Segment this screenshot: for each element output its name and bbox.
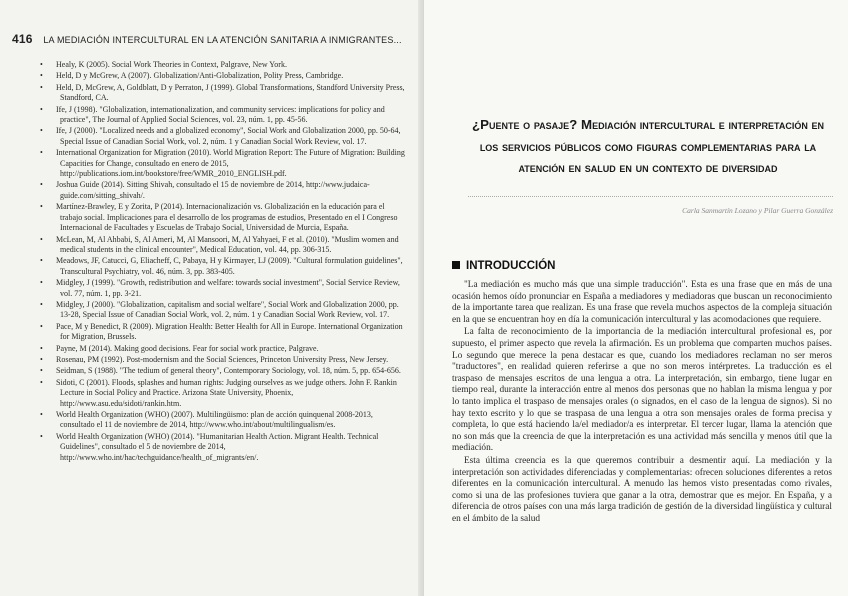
- references-list: [40, 60, 405, 464]
- reference-item: • Ife, J (2000). "Localized needs and a globalized economy", Social Work and Globalization 2000, pp. 50-64, Special Issue of Canadian Social Work, vol. 2, núm. 1 y Canadian Social Work Review, vol. 17.: [40, 126, 401, 146]
- reference-item: • McLean, M, Al Ahbabi, S, Al Ameri, M, Al Mansoori, M, Al Yahyaei, F et al. (2010). "Muslim women and medical students in the clinical encounter", Medical Education, vol. 44, pp. 306-315.: [40, 234, 399, 254]
- article-title: ¿Puente o pasaje? Mediación intercultural e interpretación en los servicios públicos como figuras complementarias para la atención en salud en un contexto de diversidad: [471, 117, 825, 175]
- dotted-rule: [468, 196, 833, 198]
- running-header: [12, 32, 402, 46]
- reference-item: • Martínez-Brawley, E y Zorita, P (2014). Internacionalización vs. Globalización en la educación para el trabajo social. Implicaciones para el desarrollo de los programas de estudios, Presentado en el I Congreso Internacional de Facultades y Escuelas de Trabajo Social, Universidad de Murcia, España.: [40, 202, 398, 233]
- right-page: [424, 0, 848, 596]
- reference-item: • Ife, J (1998). "Globalization, internationalization, and community services: implications for policy and practice", The Journal of Applied Social Sciences, vol. 23, núm. 1, pp. 45-56.: [40, 104, 385, 125]
- page-number: 416: [12, 32, 33, 46]
- reference-item: • Sidoti, C (2001). Floods, splashes and human rights: Judging ourselves as we judge others. John F. Rankin Lecture in Social Policy and Practice. Arizona State University, Phoenix, http://www.asu.edu/sidoti/rankin.htm.: [40, 377, 397, 408]
- reference-item: • Pace, M y Benedict, R (2009). Migration Health: Better Health for All in Europe. International Organization for Migration, Brussels.: [40, 321, 403, 342]
- body-paragraph: Esta última creencia es la que queremos contribuir a desmentir aquí. La mediación y la interpretación son actividades diferenciadas y complementarias: ofrecen soluciones diferentes a retos diferentes en la comunicación intercultural. A menudo las hemos visto presentadas como rivales, como si una de las profesiones tuviera que ganar a la otra, demostrar que es mejor. En España, y a diferencia de otros países con una más larga tradición de gestión de la diversidad lingüística y cultural en el ámbito de la salud: [452, 455, 832, 524]
- reference-item: • Rosenau, PM (1992). Post-modernism and the Social Sciences, Princeton University Press, New Jersey.: [40, 354, 389, 364]
- reference-item: • Payne, M (2014). Making good decisions. Fear for social work practice, Palgrave.: [40, 343, 319, 353]
- reference-item: • Meadows, JF, Catucci, G, Eliacheff, C, Pabaya, H y Kirmayer, LJ (2009). "Cultural formulation guidelines", Transcultural Psychiatry, vol. 46, núm. 3, pp. 383-405.: [40, 256, 403, 276]
- reference-item: • Healy, K (2005). Social Work Theories in Context, Palgrave, New York.: [40, 60, 287, 69]
- reference-item: • Held, D, McGrew, A, Goldblatt, D y Perraton, J (1999). Global Transformations, Standford University Press, Standford, CA.: [40, 82, 405, 103]
- reference-item: • International Organization for Migration (2010). World Migration Report: The Future of Migration: Building Capacities for Change, consultado en enero de 2015, http://publications.iom.int/bookstore/free/WMR_2010_ENGLISH.pdf.: [40, 148, 405, 179]
- section-heading: INTRODUCCIÓN: [452, 260, 555, 272]
- body-paragraph: "La mediación es mucho más que una simple traducción". Esta es una frase que en más de una ocasión hemos oído pronunciar en España a mediadores y mediadoras que buscan un reconocimiento de la importante tarea que realizan. Es una frase que revela muchos aspectos de la compleja situación en la que se encuentran hoy en día la comunicación intercultural y las acomodaciones que requiere.: [452, 280, 832, 325]
- running-title: LA MEDIACIÓN INTERCULTURAL EN LA ATENCIÓN SANITARIA A INMIGRANTES...: [43, 35, 402, 45]
- body-paragraph: La falta de reconocimiento de la importancia de la mediación intercultural profesional es, por supuesto, el primer aspecto que revela la afirmación. Es un problema que comparten muchos países. Lo segundo que merece la pena destacar es que, cuando los mediadores reclaman no ser meros "traductores", en realidad quieren referirse a que no son meros intérpretes. La traducción es el traspaso de mensajes escritos de una lengua a otra. La interpretación, sin embargo, tiene lugar en tiempo real, durante la interacción entre al menos dos personas que no hablan la misma lengua y por lo tanto implica el traspaso de mensajes orales (o signados, en el caso de la lengua de signos). Si no hay texto escrito y lo que se traspasa de una lengua a otra son mensajes orales de forma precisa y completa, lo que está haciendo la/el mediador/a es interpretar. El tercer lugar, llama la atención que no son más que la creencia de que la interpretación es una actividad más sencilla y menos útil que la mediación.: [452, 327, 832, 454]
- article-authors: Carla Sanmartín Lozano y Pilar Guerra González: [682, 206, 833, 215]
- reference-item: • World Health Organization (WHO) (2007). Multilingüismo: plan de acción quinquenal 2008-2013, consultado el 11 de noviembre de 2014, http://www.who.int/about/multilingualism/es.: [40, 410, 373, 430]
- reference-item: • Held, D y McGrew, A (2007). Globalization/Anti-Globalization, Polity Press, Cambridge.: [40, 71, 344, 81]
- article-body: [452, 280, 832, 526]
- reference-item: • Joshua Guide (2014). Sitting Shivah, consultado el 15 de noviembre de 2014, http://www.judaica-guide.com/sitting_shivah/.: [40, 180, 370, 200]
- reference-item: • World Health Organization (WHO) (2014). "Humanitarian Health Action. Migrant Health. Technical Guidelines", consultado el 5 de noviembre de 2014, http://www.who.int/hac/techguidance/health_of_migrants/en/.: [40, 431, 379, 462]
- section-square-icon: [452, 261, 460, 269]
- reference-item: • Midgley, J (2000). "Globalization, capitalism and social welfare", Social Work and Globalization 2000, pp. 13-28, Special Issue of Canadian Social Work, vol. 2, núm. 1 y Canadian Social Work Review, vol. 17.: [40, 299, 399, 320]
- reference-item: • Seidman, S (1988). "The tedium of general theory", Contemporary Sociology, vol. 18, núm. 5, pp. 654-656.: [40, 366, 401, 376]
- reference-item: • Midgley, J (1999). "Growth, redistribution and welfare: towards social investment", Social Service Review, vol. 77, núm. 1, pp. 3-21.: [40, 278, 400, 298]
